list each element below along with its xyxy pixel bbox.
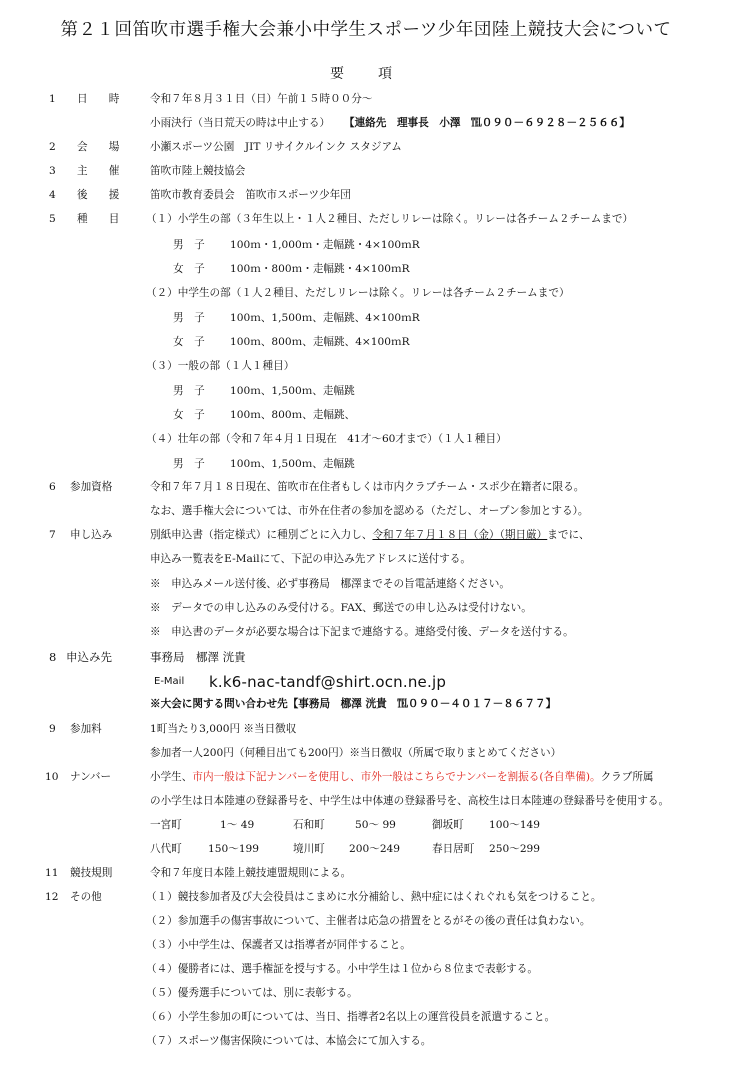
section-number: 5 bbox=[49, 213, 56, 225]
gender-label: 女 子 bbox=[173, 409, 205, 421]
fee-text: 1町当たり3,000円 ※当日徴収 bbox=[150, 723, 297, 735]
section-number: 8 bbox=[49, 650, 57, 664]
document-title: 第２１回笛吹市選手権大会兼小中学生スポーツ少年団陸上競技大会について bbox=[60, 20, 672, 40]
section-label: 日 時 bbox=[77, 93, 120, 105]
application-text-part: 別紙申込書（指定様式）に種別ごとに入力し、 bbox=[150, 529, 373, 541]
section-number: 12 bbox=[45, 891, 59, 903]
event-list: 100ｍ、1,500ｍ、走幅跳、4×100ｍR bbox=[230, 312, 420, 324]
section-label: 会 場 bbox=[77, 141, 120, 153]
chairman-contact: 【連絡先 理事長 小澤 ℡０９０－６９２８－２５６６】 bbox=[344, 117, 631, 129]
event-list: 100ｍ、1,500ｍ、走幅跳 bbox=[230, 458, 355, 470]
gender-label: 男 子 bbox=[173, 385, 205, 397]
other-item: （５）優秀選手については、別に表彰する。 bbox=[146, 987, 358, 999]
fee-detail-text: 参加者一人200円（何種目出ても200円）※当日徴収（所属で取りまとめてください） bbox=[150, 747, 562, 759]
rules-text: 令和７年度日本陸上競技連盟規則による。 bbox=[150, 867, 352, 879]
section-number: 11 bbox=[45, 867, 59, 879]
application-text-part: までに、 bbox=[547, 529, 590, 541]
email-address[interactable]: k.k6-nac-tandf@shirt.ocn.ne.jp bbox=[209, 673, 447, 691]
section-label: 競技規則 bbox=[70, 867, 113, 879]
section-label: 申込み先 bbox=[66, 650, 112, 664]
sponsor-text: 笛吹市教育委員会 笛吹市スポーツ少年団 bbox=[150, 189, 351, 201]
event-list: 100ｍ、800ｍ、走幅跳、 bbox=[230, 409, 356, 421]
section-label: 主 催 bbox=[77, 165, 120, 177]
town-range: 1～ 49 bbox=[220, 819, 255, 831]
section-number: 9 bbox=[49, 723, 56, 735]
gender-label: 男 子 bbox=[173, 312, 205, 324]
town-range: 50～ 99 bbox=[355, 819, 396, 831]
event-list: 100ｍ・1,000ｍ・走幅跳・4×100ｍR bbox=[230, 239, 420, 251]
note-text: ※ データでの申し込みのみ受付ける。FAX、郵送での申し込みは受付けない。 bbox=[150, 602, 532, 614]
section-number: 6 bbox=[49, 481, 56, 493]
bib-registration-text: の小学生は日本陸連の登録番号を、中学生は中体連の登録番号を、高校生は日本陸連の登録番号を使用する。 bbox=[150, 795, 670, 807]
section-label: その他 bbox=[70, 891, 102, 903]
town-range: 200～249 bbox=[349, 843, 401, 855]
town-name: 八代町 bbox=[150, 843, 182, 855]
bib-text bbox=[150, 770, 654, 784]
town-range: 150～199 bbox=[208, 843, 260, 855]
section-number: 2 bbox=[49, 141, 56, 153]
section-label: 申し込み bbox=[70, 529, 113, 541]
other-item: （１）競技参加者及び大会役員はこまめに水分補給し、熱中症にはくれぐれも気をつけること。 bbox=[146, 891, 602, 903]
gender-label: 男 子 bbox=[173, 239, 205, 251]
gender-label: 女 子 bbox=[173, 263, 205, 275]
office-name: 事務局 梛澤 洸貴 bbox=[150, 650, 246, 664]
document-subtitle: 要 項 bbox=[330, 66, 402, 82]
bib-text-part: クラブ所属 bbox=[600, 771, 654, 783]
elementary-category: （１）小学生の部（３年生以上・１人２種目、ただしリレーは除く。リレーは各チーム２チームまで） bbox=[146, 213, 634, 225]
section-label: 後 援 bbox=[77, 189, 120, 201]
gender-label: 男 子 bbox=[173, 458, 205, 470]
town-name: 御坂町 bbox=[432, 819, 464, 831]
other-item: （４）優勝者には、選手権証を授与する。小中学生は１位から８位まで表彰する。 bbox=[146, 963, 538, 975]
section-label: ナンバー bbox=[70, 771, 112, 783]
event-list: 100ｍ・800ｍ・走幅跳・4×100ｍR bbox=[230, 263, 410, 275]
inquiry-text: ※大会に関する問い合わせ先【事務局 梛澤 洸貴 ℡０９０－４０１７－８６７７】 bbox=[150, 698, 557, 710]
eligibility-text: 令和７年７月１８日現在、笛吹市在住者もしくは市内クラブチーム・スポ少在籍者に限る。 bbox=[150, 481, 585, 493]
section-number: 7 bbox=[49, 529, 56, 541]
note-text: ※ 申込書のデータが必要な場合は下記まで連絡する。連絡受付後、データを送付する。 bbox=[150, 626, 574, 638]
category-text: （２）中学生の部（１人２種目、ただしリレーは除く。リレーは各チーム２チームまで） bbox=[146, 287, 570, 299]
section-label: 参加料 bbox=[70, 723, 102, 735]
town-range: 100～149 bbox=[489, 819, 541, 831]
other-item: （７）スポーツ傷害保険については、本協会にて加入する。 bbox=[146, 1035, 432, 1047]
town-name: 春日居町 bbox=[432, 843, 475, 855]
town-name: 石和町 bbox=[293, 819, 325, 831]
town-name: 境川町 bbox=[293, 843, 325, 855]
section-number: 1 bbox=[49, 93, 56, 105]
note-text: ※ 申込みメール送付後、必ず事務局 梛澤までその旨電話連絡ください。 bbox=[150, 578, 510, 590]
section-number: 4 bbox=[49, 189, 56, 201]
email-label: E-Mail bbox=[154, 676, 185, 687]
bib-highlight: 市内一般は下記ナンバーを使用し、市外一般はこちらでナンバーを割振る(各自準備)。 bbox=[192, 771, 601, 783]
organizer-text: 笛吹市陸上競技協会 bbox=[150, 165, 246, 177]
event-list: 100ｍ、800ｍ、走幅跳、4×100ｍR bbox=[230, 336, 410, 348]
category-text: （３）一般の部（１人１種目） bbox=[146, 360, 295, 372]
category-text: （４）壮年の部（令和７年４月１日現在 41才～60才まで）（１人１種目） bbox=[146, 433, 507, 445]
bib-text-part: 小学生、 bbox=[150, 771, 193, 783]
other-item: （６）小学生参加の町については、当日、指導者2名以上の運営役員を派遣すること。 bbox=[146, 1011, 556, 1023]
datetime-text: 令和７年８月３１日（日）午前１５時００分～ bbox=[150, 93, 373, 105]
section-number: 3 bbox=[49, 165, 56, 177]
eligibility-note-text: なお、選手権大会については、市外在住者の参加を認める（ただし、オープン参加とする）。 bbox=[150, 505, 589, 517]
event-list: 100ｍ、1,500ｍ、走幅跳 bbox=[230, 385, 355, 397]
section-label: 種 目 bbox=[77, 213, 120, 225]
weather-text: 小雨決行（当日荒天の時は中止する） bbox=[150, 117, 331, 129]
other-item: （２）参加選手の傷害事故について、主催者は応急の措置をとるがその後の責任は負わない。 bbox=[146, 915, 591, 927]
town-name: 一宮町 bbox=[150, 819, 182, 831]
gender-label: 女 子 bbox=[173, 336, 205, 348]
section-number: 10 bbox=[45, 771, 59, 783]
section-label: 参加資格 bbox=[70, 481, 113, 493]
town-range: 250～299 bbox=[489, 843, 541, 855]
application-method-text: 申込み一覧表をE-Mailにて、下記の申込み先アドレスに送付する。 bbox=[150, 553, 471, 565]
venue-text: 小瀬スポーツ公園 JIT リサイクルインク スタジアム bbox=[150, 141, 402, 153]
application-deadline: 令和７年７月１８日（金）（期日厳） bbox=[372, 529, 548, 541]
application-text bbox=[150, 528, 590, 542]
other-item: （３）小中学生は、保護者又は指導者が同伴すること。 bbox=[146, 939, 411, 951]
